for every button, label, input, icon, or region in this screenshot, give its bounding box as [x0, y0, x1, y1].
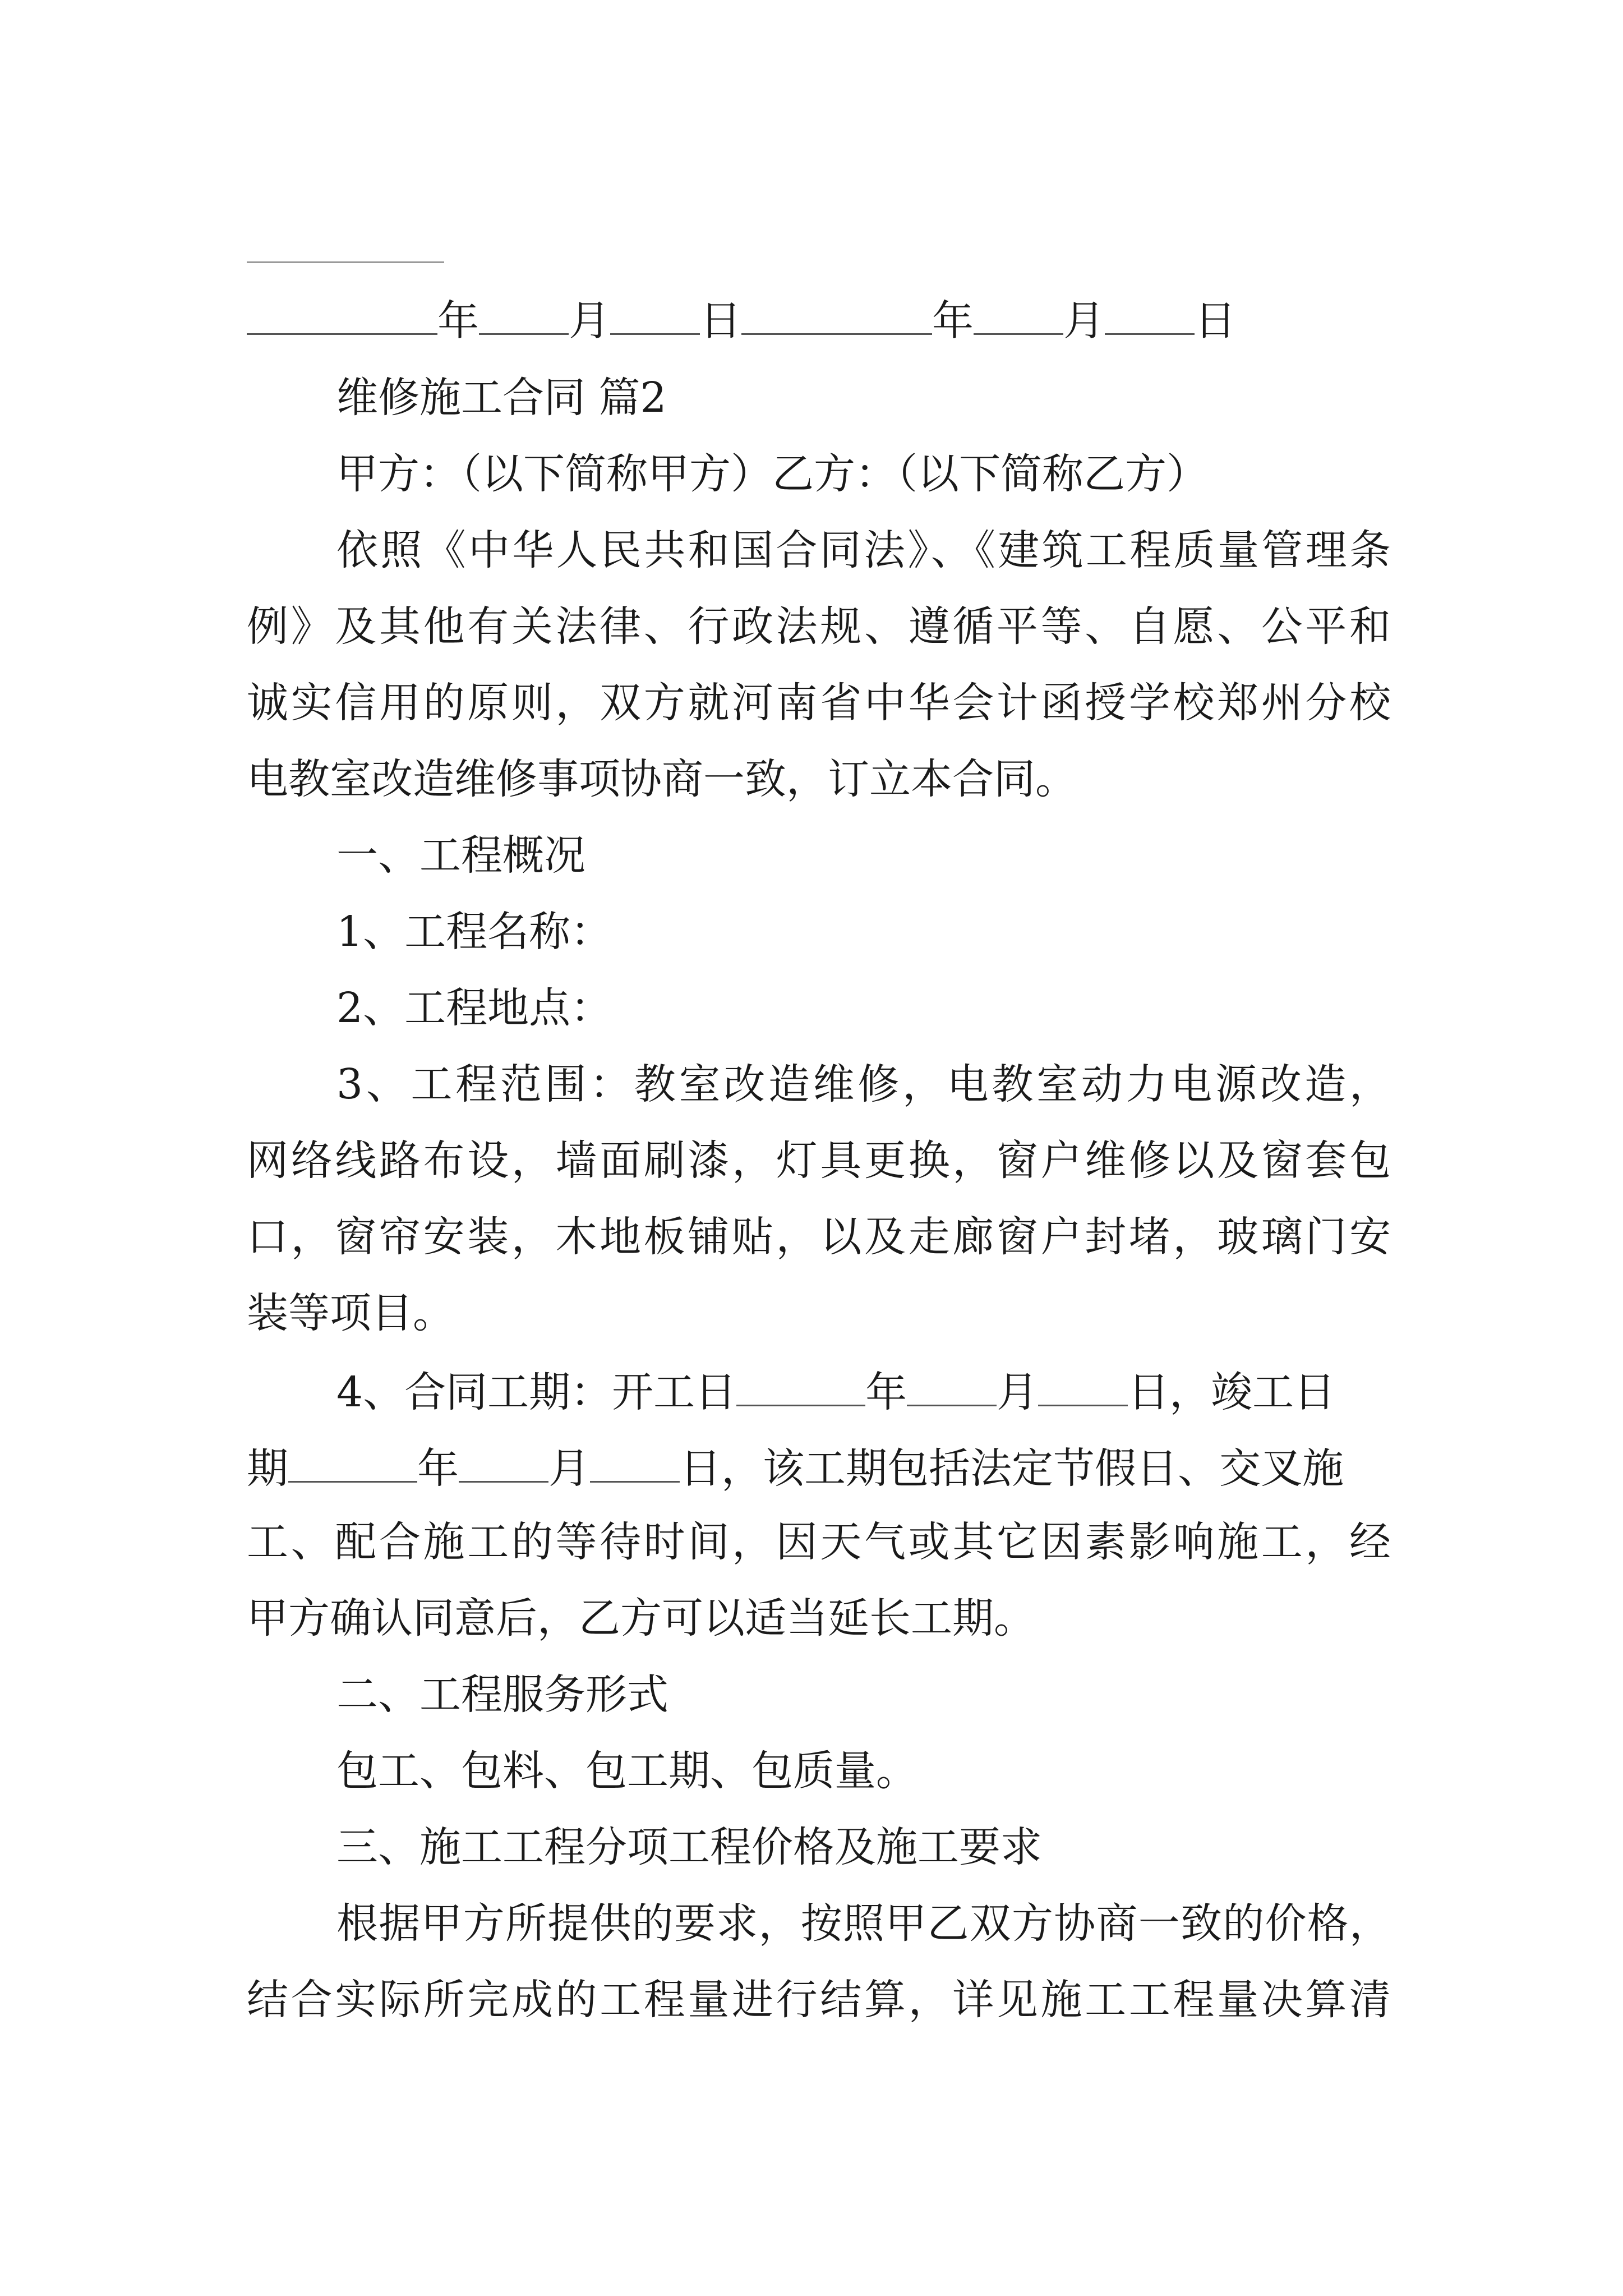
blank-end-year	[288, 1445, 417, 1483]
item-3-line-1: 3、工程范围：教室改造维修，电教室动力电源改造，	[336, 1060, 1391, 1108]
item-4-start-year-label: 年	[865, 1368, 907, 1416]
item-4-line-2	[247, 1444, 1391, 1493]
blank-start-year	[736, 1369, 865, 1406]
item-3-line-3: 口，窗帘安装，木地板铺贴，以及走廊窗户封堵，玻璃门安	[247, 1213, 1391, 1261]
date-day-label-2: 日	[1195, 297, 1236, 345]
item-4-end-label: 期	[247, 1444, 288, 1493]
date-line	[247, 297, 1391, 345]
intro-line-2: 例》及其他有关法律、行政法规、遵循平等、自愿、公平和	[247, 602, 1391, 651]
date-month-label-2: 月	[1063, 297, 1105, 345]
item-4-end-year-label: 年	[417, 1444, 459, 1493]
blank-end-day	[590, 1445, 680, 1483]
blank-end-month	[459, 1445, 548, 1483]
item-4-line-4: 甲方确认同意后，乙方可以适当延长工期。	[247, 1594, 1035, 1642]
blank-month-1	[479, 297, 569, 335]
item-4-line-3: 工、配合施工的等待时间，因天气或其它因素影响施工，经	[247, 1518, 1391, 1566]
pricing-line-2: 结合实际所完成的工程量进行结算，详见施工工程量决算清	[247, 1976, 1391, 2024]
contract-title: 维修施工合同 篇2	[336, 374, 667, 422]
parties-line: 甲方：（以下简称甲方）乙方：（以下简称乙方）	[336, 450, 1208, 498]
blank-year-2	[741, 297, 932, 335]
date-day-label-1: 日	[700, 297, 741, 345]
section-2-heading: 二、工程服务形式	[336, 1671, 668, 1719]
blank-day-1	[610, 297, 700, 335]
blank-year-1	[247, 297, 437, 335]
item-4-start-month-label: 月	[997, 1368, 1039, 1416]
item-4-end-month-label: 月	[548, 1444, 590, 1493]
item-4-end-day-label: 日，该工期包括法定节假日、交叉施	[680, 1444, 1344, 1493]
service-form-text: 包工、包料、包工期、包质量。	[336, 1747, 917, 1795]
item-4-line-1	[336, 1368, 1391, 1416]
intro-line-4: 电教室改造维修事项协商一致，订立本合同。	[247, 755, 1077, 803]
blank-month-2	[974, 297, 1063, 335]
item-4-start-label: 4、合同工期：开工日	[336, 1368, 737, 1416]
intro-line-3: 诚实信用的原则，双方就河南省中华会计函授学校郑州分校	[247, 679, 1391, 727]
top-rule	[247, 261, 444, 263]
item-3-line-4: 装等项目。	[247, 1289, 454, 1337]
date-year-label-1: 年	[437, 297, 479, 345]
blank-day-2	[1105, 297, 1195, 335]
date-year-label-2: 年	[932, 297, 974, 345]
section-3-heading: 三、施工工程分项工程价格及施工要求	[336, 1823, 1042, 1871]
blank-start-day	[1038, 1369, 1128, 1406]
item-4-start-day-label: 日，竣工日	[1128, 1368, 1336, 1416]
blank-start-month	[907, 1369, 997, 1406]
item-3-line-2: 网络线路布设，墙面刷漆，灯具更换，窗户维修以及窗套包	[247, 1137, 1391, 1185]
item-1-project-name: 1、工程名称：	[336, 908, 612, 956]
item-2-project-location: 2、工程地点：	[336, 984, 612, 1032]
intro-line-1: 依照《中华人民共和国合同法》、《建筑工程质量管理条	[336, 526, 1391, 574]
date-month-label-1: 月	[569, 297, 610, 345]
section-1-heading: 一、工程概况	[336, 831, 585, 880]
pricing-line-1: 根据甲方所提供的要求，按照甲乙双方协商一致的价格，	[336, 1899, 1391, 1948]
